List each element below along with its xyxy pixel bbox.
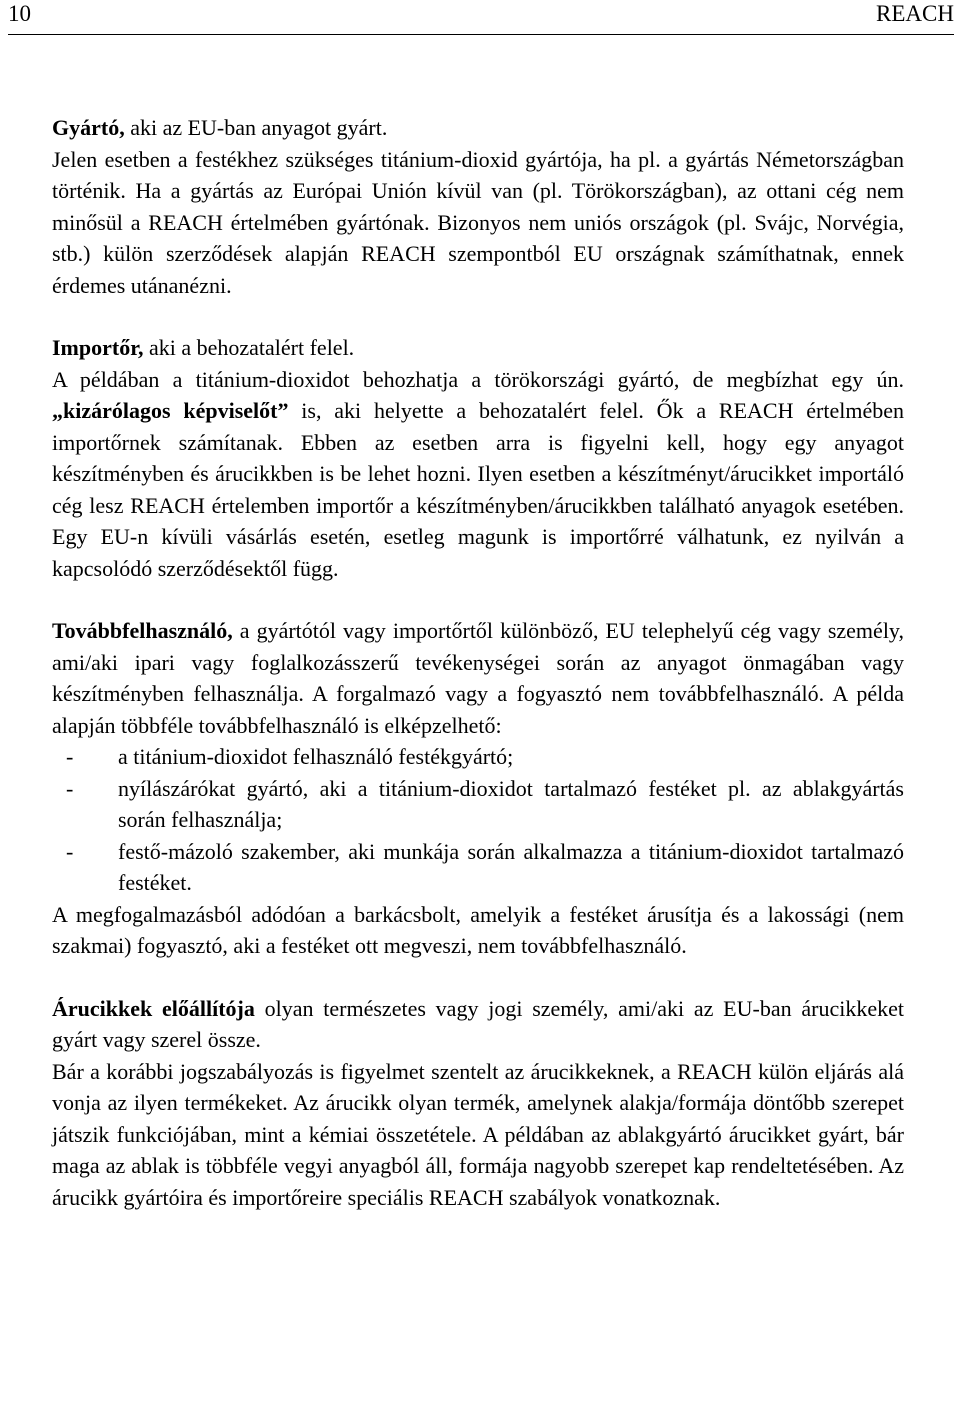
importor-paragraph: A példában a titánium-dioxidot behozhatja a törökországi gyártó, de megbízhat egy ún. „kizárólagos képviselőt” is, aki helyette a behozatalért felel. Ők a REACH értelmében importőrnek számítanak. Ebben az esetben arra is figyelni kell, hogy egy anyagot készítményben és árucikkben is be lehet hozni. Ilyen esetben a készítményt/árucikket importáló cég lesz REACH értelemben importőr a készítményben/árucikkben található anyagok esetében. Egy EU-n kívüli vásárlás esetén, esetleg magunk is importőrré válhatunk, ez nyilván a kapcsolódó szerződésektől függ. [52, 366, 905, 581]
importor-definition-text: aki a behozatalért felel. [143, 335, 355, 360]
tovabbfelhasznalo-closing: A megfogalmazásból adódóan a barkácsbolt, amelyik a festéket árusítja és a lakossági (nem szakmai) fogyasztó, aki a festéket ott megveszi, nem továbbfelhasználó. [52, 901, 904, 958]
page-header [8, 0, 954, 35]
downstream-user-list [52, 741, 904, 899]
importor-term: Importőr, [52, 335, 144, 360]
gyarto-definition-text: aki az EU-ban anyagot gyárt. [124, 115, 388, 140]
list-item: - nyílászárókat gyártó, aki a titánium-dioxidot tartalmazó festéket pl. az ablakgyártás során felhasználja; [66, 775, 904, 832]
importor-definition [52, 332, 904, 364]
gyarto-definition [52, 112, 904, 144]
arucikk-paragraph: Bár a korábbi jogszabályozás is figyelmet szentelt az árucikkeknek, a REACH külön eljárás alá vonja az ilyen termékeket. Az árucikk olyan termék, amelynek alakja/formája döntőbb szerepet játszik funkciójában, mint a kémiai összetétele. A példában az ablakgyártó árucikket gyárt, bár maga az ablak is többféle vegyi anyagból áll, formája nagyobb szerepet kap rendeltetésében. Az árucikk gyártóira és importőreire speciális REACH szabályok vonatkoznak. [52, 1058, 904, 1210]
gyarto-paragraph: Jelen esetben a festékhez szükséges titánium-dioxid gyártója, ha pl. a gyártás Németországban történik. Ha a gyártás az Európai Unión kívül van (pl. Törökországban), az ottani cég nem minősül a REACH értelmében gyártónak. Bizonyos nem uniós országok (pl. Svájc, Norvégia, stb.) külön szerződések alapján REACH szempontból EU országnak számíthatnak, ennek érdemes utánanézni. [52, 146, 904, 298]
gyarto-term: Gyártó, [52, 115, 125, 140]
tovabbfelhasznalo-term: Továbbfelhasználó, [52, 618, 233, 643]
page-number: 10 [8, 1, 31, 26]
arucikk-term: Árucikkek előállítója [52, 995, 255, 1021]
running-title: REACH [876, 1, 954, 26]
kizarolagos-kepviselo-term: „kizárólagos képviselőt” [52, 398, 289, 423]
list-item: - festő-mázoló szakember, aki munkája során alkalmazza a titánium-dioxidot tartalmazó festéket. [66, 838, 904, 895]
list-item: - a titánium-dioxidot felhasználó festékgyártó; [66, 744, 514, 769]
page-body [52, 112, 904, 1213]
arucikk-definition: Árucikkek előállítója olyan természetes vagy jogi személy, ami/aki az EU-ban árucikkeket gyárt vagy szerel össze. [52, 995, 904, 1052]
tovabbfelhasznalo-paragraph: Továbbfelhasználó, a gyártótól vagy importőrtől különböző, EU telephelyű cég vagy személy, ami/aki ipari vagy foglalkozásszerű tevékenységei során az anyagot önmagában vagy készítményben felhasználja. A forgalmazó vagy a fogyasztó nem továbbfelhasználó. A példa alapján többféle továbbfelhasználó is elképzelhető: [52, 618, 904, 738]
